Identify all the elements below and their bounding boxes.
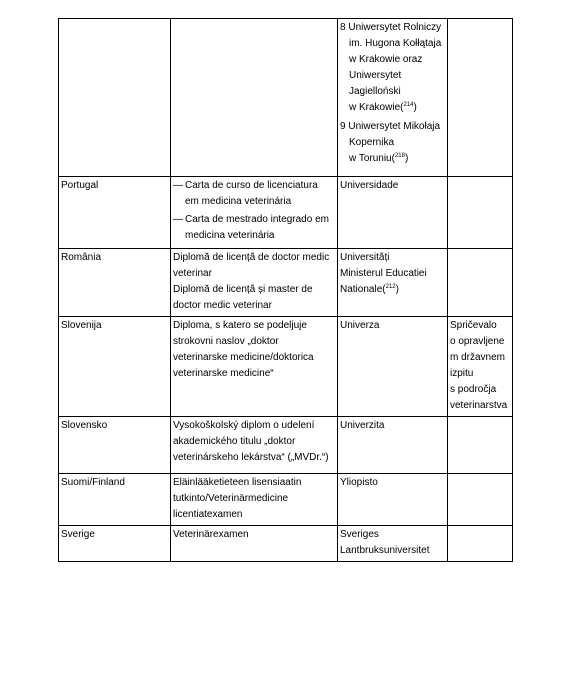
country-cell: România xyxy=(59,249,171,317)
country-cell: Portugal xyxy=(59,177,171,249)
institution-cell: Univerzita xyxy=(338,417,448,474)
institution-cell: Universidade xyxy=(338,177,448,249)
diploma-cell xyxy=(171,417,338,474)
text-line: w Krakowie oraz xyxy=(349,54,423,65)
table-row xyxy=(59,177,513,249)
table-row xyxy=(59,474,513,526)
item-number: 9 xyxy=(340,121,346,132)
institution-cell: Yliopisto xyxy=(338,474,448,526)
certificate-cell xyxy=(448,474,513,526)
list-item: 9 Uniwersytet Mikołaja Kopernika w Toruniu($^{218}$) xyxy=(340,119,445,167)
text-line: Kopernika xyxy=(349,137,395,148)
text-line: veterinar xyxy=(173,268,212,279)
footnote-ref: 214 xyxy=(403,102,414,108)
institution-cell xyxy=(338,526,448,562)
certificate-cell xyxy=(448,249,513,317)
text-line: im. Hugona Kołłątaja xyxy=(349,38,442,49)
text-line: veterinarske medicine“ xyxy=(173,368,274,379)
diploma-cell xyxy=(171,177,338,249)
text-line: veterinárskeho lekárstva“ („MVDr.“) xyxy=(173,452,329,463)
diploma-cell: Veterinärexamen xyxy=(171,526,338,562)
text-line: Uniwersytet Rolniczy xyxy=(348,22,442,33)
text-line: doctor medic veterinar xyxy=(173,300,272,311)
text-line: medicina veterinária xyxy=(185,230,275,241)
country-cell: Slovensko xyxy=(59,417,171,474)
country-cell: Slovenija xyxy=(59,317,171,417)
certificate-cell xyxy=(448,417,513,474)
certificate-cell xyxy=(448,19,513,177)
text-line: Spričevalo xyxy=(450,320,497,331)
certificate-cell xyxy=(448,317,513,417)
certificate-cell xyxy=(448,177,513,249)
table-row xyxy=(59,19,513,177)
table-row xyxy=(59,417,513,474)
text-line: em medicina veterinária xyxy=(185,196,292,207)
text-line: licentiatexamen xyxy=(173,509,243,520)
table-row xyxy=(59,317,513,417)
table-row xyxy=(59,526,513,562)
text-line: Universități xyxy=(340,252,390,263)
text-line: o opravljene xyxy=(450,336,505,347)
dash-list-item xyxy=(173,212,335,244)
country-cell: Sverige xyxy=(59,526,171,562)
text-line: Diplomă de licență și master de xyxy=(173,284,313,295)
text-line: — Carta de mestrado integrado em xyxy=(185,214,329,225)
text-line: Sveriges xyxy=(340,529,379,540)
country-cell: Suomi/Finland xyxy=(59,474,171,526)
text-line: veterinarstva xyxy=(450,400,508,411)
text-line: strokovni naslov „doktor xyxy=(173,336,279,347)
dash-list-item xyxy=(173,178,335,210)
text-line: Diplomă de licență de doctor medic xyxy=(173,252,330,263)
list-item: 8 Uniwersytet Rolniczy im. Hugona Kołłątaja w Krakowie oraz Uniwersytet Jagielloński w Krakowie($^{214}$) xyxy=(340,20,445,116)
text-line: Uniwersytet xyxy=(349,70,402,81)
diploma-cell xyxy=(171,19,338,177)
table-row xyxy=(59,249,513,317)
footnote-ref: 212 xyxy=(385,284,396,290)
text-line: m državnem xyxy=(450,352,506,363)
country-cell xyxy=(59,19,171,177)
text-line: — Carta de curso de licenciatura xyxy=(185,180,318,191)
item-number: 8 xyxy=(340,22,346,33)
institution-cell: Univerza xyxy=(338,317,448,417)
institution-cell xyxy=(338,19,448,177)
text-line: s področja xyxy=(450,384,497,395)
text-line: Vysokoškolský diplom o udelení xyxy=(173,420,315,431)
text-line: w Krakowie xyxy=(349,102,401,113)
diploma-cell xyxy=(171,249,338,317)
text-line: Eläinlääketieteen lisensiaatin xyxy=(173,477,302,488)
text-line: Nationale xyxy=(340,284,383,295)
text-line: tutkinto/Veterinärmedicine xyxy=(173,493,289,504)
veterinary-qualifications-table xyxy=(58,18,513,562)
certificate-cell xyxy=(448,526,513,562)
diploma-cell xyxy=(171,474,338,526)
text-line: Jagielloński xyxy=(349,86,401,97)
text-line: Ministerul Educatiei xyxy=(340,268,427,279)
footnote-ref: 218 xyxy=(394,153,405,159)
text-line: Uniwersytet Mikołaja xyxy=(348,121,441,132)
text-line: w Toruniu xyxy=(349,153,392,164)
text-line: Diploma, s katero se podeljuje xyxy=(173,320,307,331)
diploma-cell xyxy=(171,317,338,417)
text-line: veterinarske medicine/doktorica xyxy=(173,352,314,363)
text-line: akademického titulu „doktor xyxy=(173,436,296,447)
text-line: Lantbruksuniversitet xyxy=(340,545,430,556)
institution-cell: Universități Ministerul Educatiei Nationale($^{212}$) xyxy=(338,249,448,317)
text-line: izpitu xyxy=(450,368,474,379)
